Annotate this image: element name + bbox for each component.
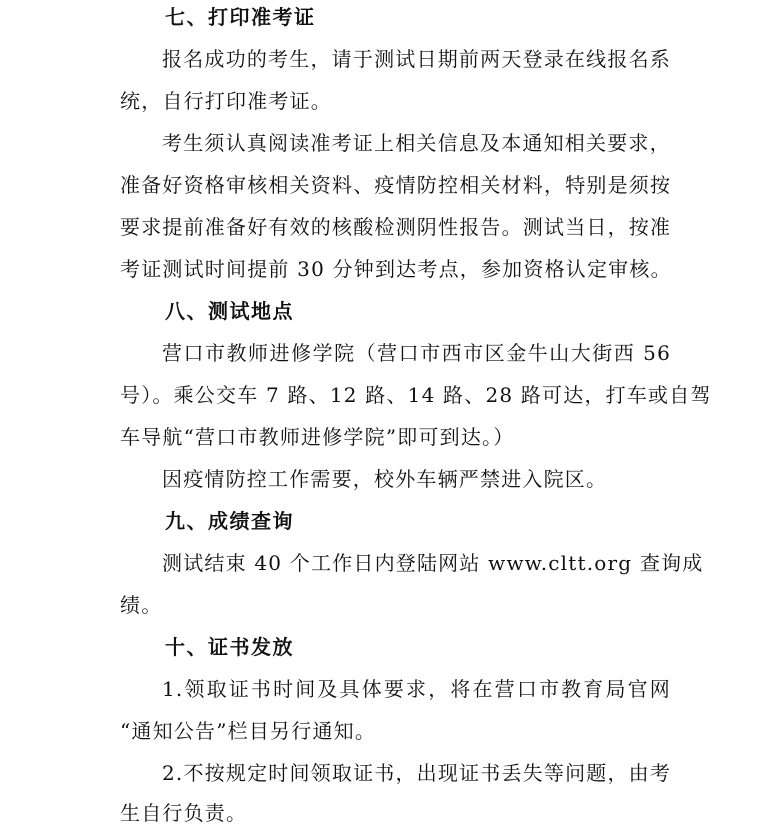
paragraph-line: 绩。	[120, 593, 163, 617]
section-heading-7: 七、打印准考证	[165, 5, 316, 29]
paragraph-line: 号）。乘公交车 7 路、12 路、14 路、28 路可达，打车或自驾	[120, 383, 712, 407]
paragraph-line: 准备好资格审核相关资料、疫情防控相关材料，特别是须按	[120, 173, 672, 197]
paragraph-line: 因疫情防控工作需要，校外车辆严禁进入院区。	[162, 467, 608, 491]
paragraph-line: 1.领取证书时间及具体要求，将在营口市教育局官网	[162, 677, 671, 701]
paragraph-line: 考证测试时间提前 30 分钟到达考点，参加资格认定审核。	[120, 257, 672, 281]
section-heading-8: 八、测试地点	[165, 299, 294, 323]
paragraph-line: “通知公告”栏目另行通知。	[120, 719, 377, 743]
paragraph-line: 营口市教师进修学院（营口市西市区金牛山大街西 56	[162, 341, 671, 365]
paragraph-line: 2.不按规定时间领取证书，出现证书丢失等问题，由考	[162, 761, 672, 785]
paragraph-line: 要求提前准备好有效的核酸检测阴性报告。测试当日，按准	[120, 215, 672, 239]
paragraph-line: 测试结束 40 个工作日内登陆网站 www.cltt.org 查询成	[162, 551, 704, 575]
paragraph-line: 车导航“营口市教师进修学院”即可到达。）	[120, 425, 515, 449]
paragraph-line: 报名成功的考生，请于测试日期前两天登录在线报名系	[162, 47, 671, 71]
paragraph-line: 生自行负责。	[120, 801, 248, 825]
section-heading-9: 九、成绩查询	[165, 509, 294, 533]
paragraph-line: 考生须认真阅读准考证上相关信息及本通知相关要求，	[162, 131, 671, 155]
section-heading-10: 十、证书发放	[165, 635, 294, 659]
paragraph-line: 统，自行打印准考证。	[120, 89, 332, 113]
